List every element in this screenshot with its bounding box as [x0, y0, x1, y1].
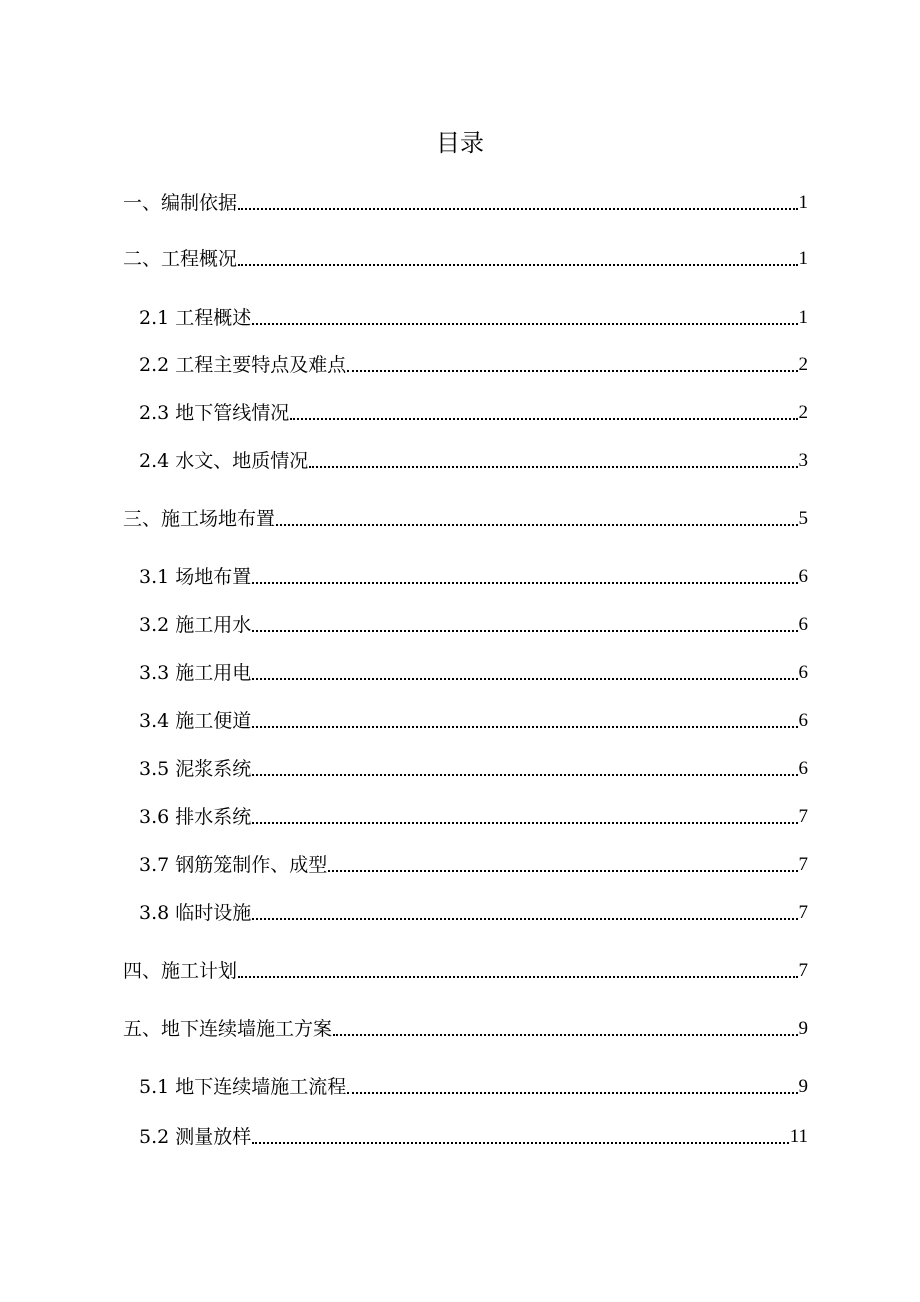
toc-dot-leader	[252, 918, 797, 920]
toc-entry[interactable]	[139, 1124, 808, 1150]
toc-entry-label: 3.1 场地布置	[139, 566, 252, 588]
toc-dot-leader	[252, 1142, 788, 1144]
toc-entry-page-number: 2	[798, 402, 808, 423]
toc-entry-label: 3.5 泥浆系统	[139, 758, 252, 780]
toc-entry[interactable]	[123, 506, 808, 532]
toc-entry-page-number: 9	[798, 1076, 808, 1097]
toc-entry[interactable]	[139, 400, 808, 426]
toc-entry[interactable]	[139, 564, 808, 590]
toc-entry-label: 四、施工计划	[123, 960, 238, 982]
toc-entry-page-number: 3	[798, 450, 808, 471]
toc-entry-label: 3.4 施工便道	[139, 710, 252, 732]
toc-entry[interactable]	[139, 852, 808, 878]
toc-entry-label: 三、施工场地布置	[123, 508, 276, 530]
toc-entry-label: 五、地下连续墙施工方案	[123, 1018, 333, 1040]
toc-entry-page-number: 1	[798, 307, 808, 328]
toc-entry-page-number: 7	[798, 960, 808, 981]
toc-entry-page-number: 1	[798, 248, 808, 269]
toc-dot-leader	[238, 264, 797, 266]
toc-entry[interactable]	[139, 352, 808, 378]
toc-dot-leader	[276, 524, 797, 526]
toc-entry-label: 5.2 测量放样	[139, 1126, 252, 1148]
toc-entry[interactable]	[139, 612, 808, 638]
toc-dot-leader	[238, 976, 797, 978]
toc-dot-leader	[252, 678, 797, 680]
toc-entry-label: 3.8 临时设施	[139, 902, 252, 924]
toc-dot-leader	[252, 630, 797, 632]
toc-entry[interactable]	[139, 708, 808, 734]
toc-entry[interactable]	[123, 958, 808, 984]
toc-entry-label: 2.3 地下管线情况	[139, 402, 290, 424]
toc-dot-leader	[238, 208, 797, 210]
toc-entry-label: 2.2 工程主要特点及难点	[139, 354, 347, 376]
toc-entry-label: 3.7 钢筋笼制作、成型	[139, 854, 328, 876]
toc-entry[interactable]	[123, 246, 808, 272]
toc-entry-label: 3.3 施工用电	[139, 662, 252, 684]
toc-entry[interactable]	[139, 900, 808, 926]
toc-entry-page-number: 5	[798, 508, 808, 529]
toc-entry-page-number: 2	[798, 354, 808, 375]
toc-dot-leader	[252, 323, 797, 325]
toc-entry-label: 一、编制依据	[123, 192, 238, 214]
toc-dot-leader	[328, 870, 797, 872]
toc-entry-page-number: 6	[798, 710, 808, 731]
toc-entry[interactable]	[123, 1016, 808, 1042]
toc-entry[interactable]	[123, 190, 808, 216]
toc-title: 目录	[436, 129, 484, 157]
toc-dot-leader	[333, 1034, 797, 1036]
toc-entry-page-number: 7	[798, 806, 808, 827]
toc-entry-page-number: 7	[798, 902, 808, 923]
toc-entry[interactable]	[139, 804, 808, 830]
toc-entry[interactable]	[139, 305, 808, 331]
toc-entry-label: 5.1 地下连续墙施工流程	[139, 1076, 347, 1098]
toc-entry-label: 2.4 水文、地质情况	[139, 450, 309, 472]
toc-entry-page-number: 6	[798, 566, 808, 587]
toc-dot-leader	[347, 1092, 797, 1094]
toc-entry[interactable]	[139, 448, 808, 474]
toc-dot-leader	[290, 418, 797, 420]
toc-entry-page-number: 7	[798, 854, 808, 875]
toc-entry-page-number: 1	[798, 192, 808, 213]
toc-entry[interactable]	[139, 756, 808, 782]
toc-entry[interactable]	[139, 660, 808, 686]
toc-entry-page-number: 11	[789, 1126, 808, 1147]
toc-dot-leader	[347, 370, 797, 372]
toc-dot-leader	[252, 822, 797, 824]
toc-entry-label: 2.1 工程概述	[139, 307, 252, 329]
toc-entry-label: 二、工程概况	[123, 248, 238, 270]
toc-dot-leader	[252, 726, 797, 728]
toc-entry-page-number: 9	[798, 1018, 808, 1039]
toc-entry-page-number: 6	[798, 662, 808, 683]
toc-dot-leader	[252, 582, 797, 584]
toc-dot-leader	[309, 466, 797, 468]
toc-entry-label: 3.2 施工用水	[139, 614, 252, 636]
toc-entry-label: 3.6 排水系统	[139, 806, 252, 828]
toc-entry-page-number: 6	[798, 614, 808, 635]
toc-dot-leader	[252, 774, 797, 776]
toc-entry-page-number: 6	[798, 758, 808, 779]
toc-entry[interactable]	[139, 1074, 808, 1100]
